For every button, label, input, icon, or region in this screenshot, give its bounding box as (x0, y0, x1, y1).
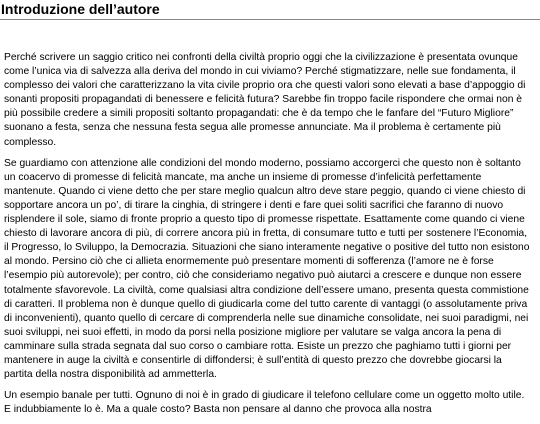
page-title: Introduzione dell’autore (1, 1, 160, 17)
document-body (4, 51, 533, 424)
paragraph-2: Se guardiamo con attenzione alle condizioni del mondo moderno, possiamo accorgerci che questo non è soltanto un coacervo di promesse di felicità mancate, ma anche un insieme di promesse d’infelicità perfettamente mantenute. Quando ci viene detto che per stare meglio qualcun altro deve stare peggio, quando ci viene chiesto di sopportare ancora un po’, di tirare la cinghia, di stringere i denti e fare quei soliti sacrifici che faranno di nuovo risplendere il sole, siamo di fronte proprio a questo tipo di promesse rispettate. Esattamente come quando ci viene chiesto di lavorare ancora di più, di correre ancora più in fretta, di consumare tutto e tutti per sostenere l’Economia, il Progresso, lo Sviluppo, la Democrazia. Situazioni che siano interamente negative o positive del tutto non esistono al mondo. Persino ciò che ci allieta enormemente può presentare momenti di sofferenza (l’amore ne è forse l’esempio più autorevole); per contro, ciò che consideriamo negativo può aiutarci a crescere e dunque non essere totalmente sfavorevole. La civiltà, come qualsiasi altra condizione dell’essere umano, presenta questa commistione di caratteri. Il problema non è dunque quello di giudicarla come del tutto carente di vantaggi (o assolutamente priva di inconvenienti), quanto quello di cercare di comprenderla nelle sue dinamiche consolidate, nei suoi paradigmi, nei suoi sviluppi, nei suoi effetti, in modo da porsi nella posizione migliore per valutare se valga ancora la pena di camminare sulla strada segnata dal suo corso o cambiare rotta. Esiste un prezzo che paghiamo tutti i giorni per mantenere in auge la civiltà e consentirle di diffondersi; è sull’entità di questo prezzo che dovrebbe giocarsi la partita della nostra disponibilità ad ammetterla. (4, 157, 530, 381)
title-bar (0, 0, 540, 20)
paragraph-1: Perché scrivere un saggio critico nei confronti della civiltà proprio oggi che la civilizzazione è presentata ovunque come l’unica via di salvezza alla deriva del mondo in cui viviamo? Perché stigmatizzare, nelle sue fondamenta, il complesso dei valori che caratterizzano la vita civile proprio ora che questi valori sono elevati a base d’appoggio di sonanti propositi propagandati di benessere e felicità futura? Sarebbe fin troppo facile rispondere che ormai non è più possibile credere a simili propositi soltanto propagandati: che è da tempo che le fanfare del “Futuro Migliore” suonano a festa, senza che nessuna festa segua alle promesse annunciate. Ma il problema è certamente più complesso. (4, 52, 526, 148)
paragraph-3: Un esempio banale per tutti. Ognuno di noi è in grado di giudicare il telefono cellulare come un oggetto molto utile. E indubbiamente lo è. Ma a quale costo? Basta non pensare al danno che provoca alla nostra (4, 390, 525, 416)
